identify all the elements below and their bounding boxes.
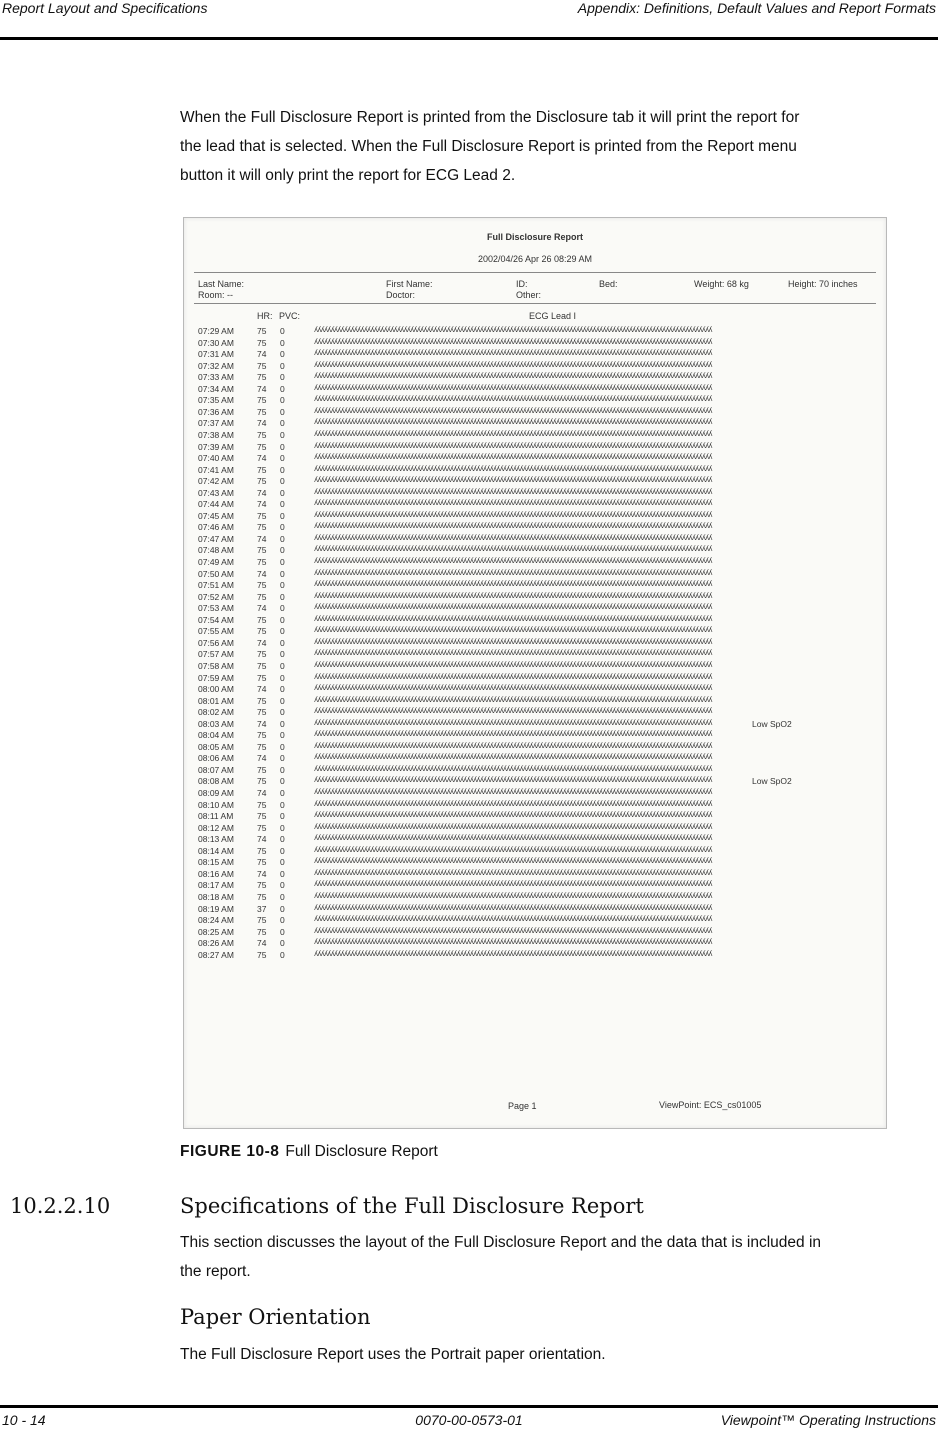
row-pvc: 0	[280, 580, 285, 591]
row-hr: 75	[257, 741, 267, 752]
row-time: 07:31 AM	[198, 349, 234, 360]
ecg-trace-strip: ʎʎʎʎʎʎʎʎʎʎʎʎʎʎʎʎʎʎʎʎʎʎʎʎʎʎʎʎʎʎʎʎʎʎʎʎʎʎʎʎʎʎʎʎʎʎʎʎʎʎʎʎʎʎʎʎʎʎʎʎʎʎʎʎʎʎʎʎʎʎʎʎʎʎʎʎʎʎʎʎʎʎʎʎʎʎʎʎʎʎʎʎʎʎʎʎʎʎʎʎʎʎʎʎʎʎʎʎʎʎʎʎʎʎʎʎʎʎʎʎ	[314, 441, 712, 450]
ecg-trace-strip: ʎʎʎʎʎʎʎʎʎʎʎʎʎʎʎʎʎʎʎʎʎʎʎʎʎʎʎʎʎʎʎʎʎʎʎʎʎʎʎʎʎʎʎʎʎʎʎʎʎʎʎʎʎʎʎʎʎʎʎʎʎʎʎʎʎʎʎʎʎʎʎʎʎʎʎʎʎʎʎʎʎʎʎʎʎʎʎʎʎʎʎʎʎʎʎʎʎʎʎʎʎʎʎʎʎʎʎʎʎʎʎʎʎʎʎʎʎʎʎʎ	[314, 857, 712, 866]
ecg-trace-strip: ʎʎʎʎʎʎʎʎʎʎʎʎʎʎʎʎʎʎʎʎʎʎʎʎʎʎʎʎʎʎʎʎʎʎʎʎʎʎʎʎʎʎʎʎʎʎʎʎʎʎʎʎʎʎʎʎʎʎʎʎʎʎʎʎʎʎʎʎʎʎʎʎʎʎʎʎʎʎʎʎʎʎʎʎʎʎʎʎʎʎʎʎʎʎʎʎʎʎʎʎʎʎʎʎʎʎʎʎʎʎʎʎʎʎʎʎʎʎʎʎ	[314, 418, 712, 427]
row-time: 08:17 AM	[198, 880, 234, 891]
row-hr: 75	[257, 799, 267, 810]
ecg-trace-strip: ʎʎʎʎʎʎʎʎʎʎʎʎʎʎʎʎʎʎʎʎʎʎʎʎʎʎʎʎʎʎʎʎʎʎʎʎʎʎʎʎʎʎʎʎʎʎʎʎʎʎʎʎʎʎʎʎʎʎʎʎʎʎʎʎʎʎʎʎʎʎʎʎʎʎʎʎʎʎʎʎʎʎʎʎʎʎʎʎʎʎʎʎʎʎʎʎʎʎʎʎʎʎʎʎʎʎʎʎʎʎʎʎʎʎʎʎʎʎʎʎ	[314, 822, 712, 831]
row-time: 08:12 AM	[198, 822, 234, 833]
ecg-trace-strip: ʎʎʎʎʎʎʎʎʎʎʎʎʎʎʎʎʎʎʎʎʎʎʎʎʎʎʎʎʎʎʎʎʎʎʎʎʎʎʎʎʎʎʎʎʎʎʎʎʎʎʎʎʎʎʎʎʎʎʎʎʎʎʎʎʎʎʎʎʎʎʎʎʎʎʎʎʎʎʎʎʎʎʎʎʎʎʎʎʎʎʎʎʎʎʎʎʎʎʎʎʎʎʎʎʎʎʎʎʎʎʎʎʎʎʎʎʎʎʎʎ	[314, 949, 712, 958]
ecg-trace-strip: ʎʎʎʎʎʎʎʎʎʎʎʎʎʎʎʎʎʎʎʎʎʎʎʎʎʎʎʎʎʎʎʎʎʎʎʎʎʎʎʎʎʎʎʎʎʎʎʎʎʎʎʎʎʎʎʎʎʎʎʎʎʎʎʎʎʎʎʎʎʎʎʎʎʎʎʎʎʎʎʎʎʎʎʎʎʎʎʎʎʎʎʎʎʎʎʎʎʎʎʎʎʎʎʎʎʎʎʎʎʎʎʎʎʎʎʎʎʎʎʎ	[314, 510, 712, 519]
row-hr: 74	[257, 418, 267, 429]
row-hr: 75	[257, 649, 267, 660]
row-pvc: 0	[280, 626, 285, 637]
ecg-trace-strip: ʎʎʎʎʎʎʎʎʎʎʎʎʎʎʎʎʎʎʎʎʎʎʎʎʎʎʎʎʎʎʎʎʎʎʎʎʎʎʎʎʎʎʎʎʎʎʎʎʎʎʎʎʎʎʎʎʎʎʎʎʎʎʎʎʎʎʎʎʎʎʎʎʎʎʎʎʎʎʎʎʎʎʎʎʎʎʎʎʎʎʎʎʎʎʎʎʎʎʎʎʎʎʎʎʎʎʎʎʎʎʎʎʎʎʎʎʎʎʎʎ	[314, 707, 712, 716]
row-pvc: 0	[280, 753, 285, 764]
ecg-trace-strip: ʎʎʎʎʎʎʎʎʎʎʎʎʎʎʎʎʎʎʎʎʎʎʎʎʎʎʎʎʎʎʎʎʎʎʎʎʎʎʎʎʎʎʎʎʎʎʎʎʎʎʎʎʎʎʎʎʎʎʎʎʎʎʎʎʎʎʎʎʎʎʎʎʎʎʎʎʎʎʎʎʎʎʎʎʎʎʎʎʎʎʎʎʎʎʎʎʎʎʎʎʎʎʎʎʎʎʎʎʎʎʎʎʎʎʎʎʎʎʎʎ	[314, 568, 712, 577]
ecg-trace-strip: ʎʎʎʎʎʎʎʎʎʎʎʎʎʎʎʎʎʎʎʎʎʎʎʎʎʎʎʎʎʎʎʎʎʎʎʎʎʎʎʎʎʎʎʎʎʎʎʎʎʎʎʎʎʎʎʎʎʎʎʎʎʎʎʎʎʎʎʎʎʎʎʎʎʎʎʎʎʎʎʎʎʎʎʎʎʎʎʎʎʎʎʎʎʎʎʎʎʎʎʎʎʎʎʎʎʎʎʎʎʎʎʎʎʎʎʎʎʎʎʎ	[314, 672, 712, 681]
row-pvc: 0	[280, 372, 285, 383]
row-hr: 75	[257, 360, 267, 371]
ecg-trace-strip: ʎʎʎʎʎʎʎʎʎʎʎʎʎʎʎʎʎʎʎʎʎʎʎʎʎʎʎʎʎʎʎʎʎʎʎʎʎʎʎʎʎʎʎʎʎʎʎʎʎʎʎʎʎʎʎʎʎʎʎʎʎʎʎʎʎʎʎʎʎʎʎʎʎʎʎʎʎʎʎʎʎʎʎʎʎʎʎʎʎʎʎʎʎʎʎʎʎʎʎʎʎʎʎʎʎʎʎʎʎʎʎʎʎʎʎʎʎʎʎʎ	[314, 834, 712, 843]
last-name-label: Last Name:	[198, 279, 245, 289]
row-pvc: 0	[280, 926, 285, 937]
row-hr: 75	[257, 614, 267, 625]
row-hr: 75	[257, 891, 267, 902]
ecg-trace-strip: ʎʎʎʎʎʎʎʎʎʎʎʎʎʎʎʎʎʎʎʎʎʎʎʎʎʎʎʎʎʎʎʎʎʎʎʎʎʎʎʎʎʎʎʎʎʎʎʎʎʎʎʎʎʎʎʎʎʎʎʎʎʎʎʎʎʎʎʎʎʎʎʎʎʎʎʎʎʎʎʎʎʎʎʎʎʎʎʎʎʎʎʎʎʎʎʎʎʎʎʎʎʎʎʎʎʎʎʎʎʎʎʎʎʎʎʎʎʎʎʎ	[314, 764, 712, 773]
row-pvc: 0	[280, 764, 285, 775]
section-number: 10.2.2.10	[10, 1194, 111, 1218]
row-time: 08:05 AM	[198, 741, 234, 752]
subsection-body: The Full Disclosure Report uses the Portrait paper orientation.	[180, 1346, 606, 1363]
ecg-trace-strip: ʎʎʎʎʎʎʎʎʎʎʎʎʎʎʎʎʎʎʎʎʎʎʎʎʎʎʎʎʎʎʎʎʎʎʎʎʎʎʎʎʎʎʎʎʎʎʎʎʎʎʎʎʎʎʎʎʎʎʎʎʎʎʎʎʎʎʎʎʎʎʎʎʎʎʎʎʎʎʎʎʎʎʎʎʎʎʎʎʎʎʎʎʎʎʎʎʎʎʎʎʎʎʎʎʎʎʎʎʎʎʎʎʎʎʎʎʎʎʎʎ	[314, 799, 712, 808]
footer-document-number: 0070-00-0573-01	[415, 1412, 523, 1428]
row-time: 07:29 AM	[198, 326, 234, 336]
intro-line-3: button it will only print the report for ECG Lead 2.	[180, 167, 516, 184]
ecg-trace-strip: ʎʎʎʎʎʎʎʎʎʎʎʎʎʎʎʎʎʎʎʎʎʎʎʎʎʎʎʎʎʎʎʎʎʎʎʎʎʎʎʎʎʎʎʎʎʎʎʎʎʎʎʎʎʎʎʎʎʎʎʎʎʎʎʎʎʎʎʎʎʎʎʎʎʎʎʎʎʎʎʎʎʎʎʎʎʎʎʎʎʎʎʎʎʎʎʎʎʎʎʎʎʎʎʎʎʎʎʎʎʎʎʎʎʎʎʎʎʎʎʎ	[314, 360, 712, 369]
row-hr: 75	[257, 476, 267, 487]
row-pvc: 0	[280, 834, 285, 845]
row-time: 07:43 AM	[198, 487, 234, 498]
ecg-trace-strip: ʎʎʎʎʎʎʎʎʎʎʎʎʎʎʎʎʎʎʎʎʎʎʎʎʎʎʎʎʎʎʎʎʎʎʎʎʎʎʎʎʎʎʎʎʎʎʎʎʎʎʎʎʎʎʎʎʎʎʎʎʎʎʎʎʎʎʎʎʎʎʎʎʎʎʎʎʎʎʎʎʎʎʎʎʎʎʎʎʎʎʎʎʎʎʎʎʎʎʎʎʎʎʎʎʎʎʎʎʎʎʎʎʎʎʎʎʎʎʎʎ	[314, 903, 712, 912]
row-time: 07:53 AM	[198, 603, 234, 614]
ecg-trace-strip: ʎʎʎʎʎʎʎʎʎʎʎʎʎʎʎʎʎʎʎʎʎʎʎʎʎʎʎʎʎʎʎʎʎʎʎʎʎʎʎʎʎʎʎʎʎʎʎʎʎʎʎʎʎʎʎʎʎʎʎʎʎʎʎʎʎʎʎʎʎʎʎʎʎʎʎʎʎʎʎʎʎʎʎʎʎʎʎʎʎʎʎʎʎʎʎʎʎʎʎʎʎʎʎʎʎʎʎʎʎʎʎʎʎʎʎʎʎʎʎʎ	[314, 487, 712, 496]
row-time: 08:02 AM	[198, 707, 234, 718]
row-hr: 75	[257, 441, 267, 452]
row-time: 07:42 AM	[198, 476, 234, 487]
row-pvc: 0	[280, 799, 285, 810]
row-time: 07:35 AM	[198, 395, 234, 406]
row-hr: 74	[257, 487, 267, 498]
row-hr: 74	[257, 383, 267, 394]
subsection-title: Paper Orientation	[180, 1305, 371, 1329]
row-time: 08:03 AM	[198, 718, 234, 729]
report-date: 2002/04/26 Apr 26 08:29 AM	[477, 254, 593, 264]
row-pvc: 0	[280, 510, 285, 521]
ecg-trace-strip: ʎʎʎʎʎʎʎʎʎʎʎʎʎʎʎʎʎʎʎʎʎʎʎʎʎʎʎʎʎʎʎʎʎʎʎʎʎʎʎʎʎʎʎʎʎʎʎʎʎʎʎʎʎʎʎʎʎʎʎʎʎʎʎʎʎʎʎʎʎʎʎʎʎʎʎʎʎʎʎʎʎʎʎʎʎʎʎʎʎʎʎʎʎʎʎʎʎʎʎʎʎʎʎʎʎʎʎʎʎʎʎʎʎʎʎʎʎʎʎʎ	[314, 637, 712, 646]
row-pvc: 0	[280, 533, 285, 544]
row-pvc: 0	[280, 545, 285, 556]
ecg-trace-strip: ʎʎʎʎʎʎʎʎʎʎʎʎʎʎʎʎʎʎʎʎʎʎʎʎʎʎʎʎʎʎʎʎʎʎʎʎʎʎʎʎʎʎʎʎʎʎʎʎʎʎʎʎʎʎʎʎʎʎʎʎʎʎʎʎʎʎʎʎʎʎʎʎʎʎʎʎʎʎʎʎʎʎʎʎʎʎʎʎʎʎʎʎʎʎʎʎʎʎʎʎʎʎʎʎʎʎʎʎʎʎʎʎʎʎʎʎʎʎʎʎ	[314, 776, 712, 785]
id-label: ID:	[516, 279, 528, 289]
row-pvc: 0	[280, 360, 285, 371]
row-alarm-note: Low SpO2	[752, 718, 792, 729]
ecg-trace-strip: ʎʎʎʎʎʎʎʎʎʎʎʎʎʎʎʎʎʎʎʎʎʎʎʎʎʎʎʎʎʎʎʎʎʎʎʎʎʎʎʎʎʎʎʎʎʎʎʎʎʎʎʎʎʎʎʎʎʎʎʎʎʎʎʎʎʎʎʎʎʎʎʎʎʎʎʎʎʎʎʎʎʎʎʎʎʎʎʎʎʎʎʎʎʎʎʎʎʎʎʎʎʎʎʎʎʎʎʎʎʎʎʎʎʎʎʎʎʎʎʎ	[314, 580, 712, 589]
row-hr: 75	[257, 764, 267, 775]
row-pvc: 0	[280, 949, 285, 960]
ecg-trace-strip: ʎʎʎʎʎʎʎʎʎʎʎʎʎʎʎʎʎʎʎʎʎʎʎʎʎʎʎʎʎʎʎʎʎʎʎʎʎʎʎʎʎʎʎʎʎʎʎʎʎʎʎʎʎʎʎʎʎʎʎʎʎʎʎʎʎʎʎʎʎʎʎʎʎʎʎʎʎʎʎʎʎʎʎʎʎʎʎʎʎʎʎʎʎʎʎʎʎʎʎʎʎʎʎʎʎʎʎʎʎʎʎʎʎʎʎʎʎʎʎʎ	[314, 591, 712, 600]
row-pvc: 0	[280, 383, 285, 394]
row-hr: 75	[257, 395, 267, 406]
row-pvc: 0	[280, 499, 285, 510]
ecg-trace-strip: ʎʎʎʎʎʎʎʎʎʎʎʎʎʎʎʎʎʎʎʎʎʎʎʎʎʎʎʎʎʎʎʎʎʎʎʎʎʎʎʎʎʎʎʎʎʎʎʎʎʎʎʎʎʎʎʎʎʎʎʎʎʎʎʎʎʎʎʎʎʎʎʎʎʎʎʎʎʎʎʎʎʎʎʎʎʎʎʎʎʎʎʎʎʎʎʎʎʎʎʎʎʎʎʎʎʎʎʎʎʎʎʎʎʎʎʎʎʎʎʎ	[314, 614, 712, 623]
row-pvc: 0	[280, 649, 285, 660]
ecg-trace-strip: ʎʎʎʎʎʎʎʎʎʎʎʎʎʎʎʎʎʎʎʎʎʎʎʎʎʎʎʎʎʎʎʎʎʎʎʎʎʎʎʎʎʎʎʎʎʎʎʎʎʎʎʎʎʎʎʎʎʎʎʎʎʎʎʎʎʎʎʎʎʎʎʎʎʎʎʎʎʎʎʎʎʎʎʎʎʎʎʎʎʎʎʎʎʎʎʎʎʎʎʎʎʎʎʎʎʎʎʎʎʎʎʎʎʎʎʎʎʎʎʎ	[314, 880, 712, 889]
row-time: 07:45 AM	[198, 510, 234, 521]
row-hr: 75	[257, 429, 267, 440]
header-right-text: Appendix: Definitions, Default Values and Report Formats	[577, 0, 936, 16]
header-rule	[0, 37, 938, 40]
row-time: 07:59 AM	[198, 672, 234, 683]
row-hr: 75	[257, 695, 267, 706]
row-hr: 75	[257, 522, 267, 533]
row-hr: 75	[257, 776, 267, 787]
row-pvc: 0	[280, 453, 285, 464]
other-label: Other:	[516, 290, 542, 300]
row-hr: 74	[257, 788, 267, 798]
row-pvc: 0	[280, 695, 285, 706]
row-hr: 74	[257, 453, 267, 464]
row-pvc: 0	[280, 395, 285, 406]
ecg-trace-strip: ʎʎʎʎʎʎʎʎʎʎʎʎʎʎʎʎʎʎʎʎʎʎʎʎʎʎʎʎʎʎʎʎʎʎʎʎʎʎʎʎʎʎʎʎʎʎʎʎʎʎʎʎʎʎʎʎʎʎʎʎʎʎʎʎʎʎʎʎʎʎʎʎʎʎʎʎʎʎʎʎʎʎʎʎʎʎʎʎʎʎʎʎʎʎʎʎʎʎʎʎʎʎʎʎʎʎʎʎʎʎʎʎʎʎʎʎʎʎʎʎ	[314, 603, 712, 612]
intro-line-2: the lead that is selected. When the Full Disclosure Report is printed from the Report menu	[180, 138, 797, 155]
row-pvc: 0	[280, 684, 285, 695]
row-hr: 74	[257, 718, 267, 729]
ecg-trace-strip: ʎʎʎʎʎʎʎʎʎʎʎʎʎʎʎʎʎʎʎʎʎʎʎʎʎʎʎʎʎʎʎʎʎʎʎʎʎʎʎʎʎʎʎʎʎʎʎʎʎʎʎʎʎʎʎʎʎʎʎʎʎʎʎʎʎʎʎʎʎʎʎʎʎʎʎʎʎʎʎʎʎʎʎʎʎʎʎʎʎʎʎʎʎʎʎʎʎʎʎʎʎʎʎʎʎʎʎʎʎʎʎʎʎʎʎʎʎʎʎʎ	[314, 522, 712, 531]
section-body-line-1: This section discusses the layout of the Full Disclosure Report and the data that is included in	[180, 1234, 822, 1251]
row-time: 07:40 AM	[198, 453, 234, 464]
ecg-trace-strip: ʎʎʎʎʎʎʎʎʎʎʎʎʎʎʎʎʎʎʎʎʎʎʎʎʎʎʎʎʎʎʎʎʎʎʎʎʎʎʎʎʎʎʎʎʎʎʎʎʎʎʎʎʎʎʎʎʎʎʎʎʎʎʎʎʎʎʎʎʎʎʎʎʎʎʎʎʎʎʎʎʎʎʎʎʎʎʎʎʎʎʎʎʎʎʎʎʎʎʎʎʎʎʎʎʎʎʎʎʎʎʎʎʎʎʎʎʎʎʎʎ	[314, 660, 712, 669]
ecg-trace-strip: ʎʎʎʎʎʎʎʎʎʎʎʎʎʎʎʎʎʎʎʎʎʎʎʎʎʎʎʎʎʎʎʎʎʎʎʎʎʎʎʎʎʎʎʎʎʎʎʎʎʎʎʎʎʎʎʎʎʎʎʎʎʎʎʎʎʎʎʎʎʎʎʎʎʎʎʎʎʎʎʎʎʎʎʎʎʎʎʎʎʎʎʎʎʎʎʎʎʎʎʎʎʎʎʎʎʎʎʎʎʎʎʎʎʎʎʎʎʎʎʎ	[314, 337, 712, 346]
row-pvc: 0	[280, 880, 285, 891]
weight-label: Weight: 68 kg	[694, 279, 749, 289]
ecg-trace-strip: ʎʎʎʎʎʎʎʎʎʎʎʎʎʎʎʎʎʎʎʎʎʎʎʎʎʎʎʎʎʎʎʎʎʎʎʎʎʎʎʎʎʎʎʎʎʎʎʎʎʎʎʎʎʎʎʎʎʎʎʎʎʎʎʎʎʎʎʎʎʎʎʎʎʎʎʎʎʎʎʎʎʎʎʎʎʎʎʎʎʎʎʎʎʎʎʎʎʎʎʎʎʎʎʎʎʎʎʎʎʎʎʎʎʎʎʎʎʎʎʎ	[314, 730, 712, 739]
ecg-trace-strip: ʎʎʎʎʎʎʎʎʎʎʎʎʎʎʎʎʎʎʎʎʎʎʎʎʎʎʎʎʎʎʎʎʎʎʎʎʎʎʎʎʎʎʎʎʎʎʎʎʎʎʎʎʎʎʎʎʎʎʎʎʎʎʎʎʎʎʎʎʎʎʎʎʎʎʎʎʎʎʎʎʎʎʎʎʎʎʎʎʎʎʎʎʎʎʎʎʎʎʎʎʎʎʎʎʎʎʎʎʎʎʎʎʎʎʎʎʎʎʎʎ	[314, 753, 712, 762]
section-body	[180, 1228, 900, 1286]
row-time: 07:36 AM	[198, 406, 234, 417]
row-hr: 75	[257, 857, 267, 868]
ecg-trace-strip: ʎʎʎʎʎʎʎʎʎʎʎʎʎʎʎʎʎʎʎʎʎʎʎʎʎʎʎʎʎʎʎʎʎʎʎʎʎʎʎʎʎʎʎʎʎʎʎʎʎʎʎʎʎʎʎʎʎʎʎʎʎʎʎʎʎʎʎʎʎʎʎʎʎʎʎʎʎʎʎʎʎʎʎʎʎʎʎʎʎʎʎʎʎʎʎʎʎʎʎʎʎʎʎʎʎʎʎʎʎʎʎʎʎʎʎʎʎʎʎʎ	[314, 557, 712, 565]
row-time: 07:37 AM	[198, 418, 234, 429]
row-hr: 75	[257, 580, 267, 591]
full-disclosure-report-figure	[183, 217, 887, 1129]
row-hr: 75	[257, 880, 267, 891]
row-pvc: 0	[280, 441, 285, 452]
row-time: 08:14 AM	[198, 845, 234, 856]
row-time: 07:51 AM	[198, 580, 234, 591]
report-info-rule	[194, 303, 876, 304]
row-time: 07:49 AM	[198, 557, 234, 567]
row-hr: 75	[257, 545, 267, 556]
row-time: 07:47 AM	[198, 533, 234, 544]
row-time: 07:54 AM	[198, 614, 234, 625]
row-hr: 74	[257, 533, 267, 544]
ecg-trace-strip: ʎʎʎʎʎʎʎʎʎʎʎʎʎʎʎʎʎʎʎʎʎʎʎʎʎʎʎʎʎʎʎʎʎʎʎʎʎʎʎʎʎʎʎʎʎʎʎʎʎʎʎʎʎʎʎʎʎʎʎʎʎʎʎʎʎʎʎʎʎʎʎʎʎʎʎʎʎʎʎʎʎʎʎʎʎʎʎʎʎʎʎʎʎʎʎʎʎʎʎʎʎʎʎʎʎʎʎʎʎʎʎʎʎʎʎʎʎʎʎʎ	[314, 868, 712, 877]
row-time: 08:09 AM	[198, 788, 234, 798]
page-number-label: Page 1	[508, 1101, 537, 1111]
row-pvc: 0	[280, 788, 285, 798]
row-pvc: 0	[280, 591, 285, 602]
row-hr: 75	[257, 406, 267, 417]
row-pvc: 0	[280, 857, 285, 868]
row-pvc: 0	[280, 429, 285, 440]
row-time: 07:58 AM	[198, 660, 234, 671]
ecg-trace-strip: ʎʎʎʎʎʎʎʎʎʎʎʎʎʎʎʎʎʎʎʎʎʎʎʎʎʎʎʎʎʎʎʎʎʎʎʎʎʎʎʎʎʎʎʎʎʎʎʎʎʎʎʎʎʎʎʎʎʎʎʎʎʎʎʎʎʎʎʎʎʎʎʎʎʎʎʎʎʎʎʎʎʎʎʎʎʎʎʎʎʎʎʎʎʎʎʎʎʎʎʎʎʎʎʎʎʎʎʎʎʎʎʎʎʎʎʎʎʎʎʎ	[314, 326, 712, 334]
row-pvc: 0	[280, 868, 285, 879]
ecg-trace-strip: ʎʎʎʎʎʎʎʎʎʎʎʎʎʎʎʎʎʎʎʎʎʎʎʎʎʎʎʎʎʎʎʎʎʎʎʎʎʎʎʎʎʎʎʎʎʎʎʎʎʎʎʎʎʎʎʎʎʎʎʎʎʎʎʎʎʎʎʎʎʎʎʎʎʎʎʎʎʎʎʎʎʎʎʎʎʎʎʎʎʎʎʎʎʎʎʎʎʎʎʎʎʎʎʎʎʎʎʎʎʎʎʎʎʎʎʎʎʎʎʎ	[314, 915, 712, 924]
ecg-trace-strip: ʎʎʎʎʎʎʎʎʎʎʎʎʎʎʎʎʎʎʎʎʎʎʎʎʎʎʎʎʎʎʎʎʎʎʎʎʎʎʎʎʎʎʎʎʎʎʎʎʎʎʎʎʎʎʎʎʎʎʎʎʎʎʎʎʎʎʎʎʎʎʎʎʎʎʎʎʎʎʎʎʎʎʎʎʎʎʎʎʎʎʎʎʎʎʎʎʎʎʎʎʎʎʎʎʎʎʎʎʎʎʎʎʎʎʎʎʎʎʎʎ	[314, 788, 712, 796]
row-pvc: 0	[280, 464, 285, 475]
ecg-trace-strip: ʎʎʎʎʎʎʎʎʎʎʎʎʎʎʎʎʎʎʎʎʎʎʎʎʎʎʎʎʎʎʎʎʎʎʎʎʎʎʎʎʎʎʎʎʎʎʎʎʎʎʎʎʎʎʎʎʎʎʎʎʎʎʎʎʎʎʎʎʎʎʎʎʎʎʎʎʎʎʎʎʎʎʎʎʎʎʎʎʎʎʎʎʎʎʎʎʎʎʎʎʎʎʎʎʎʎʎʎʎʎʎʎʎʎʎʎʎʎʎʎ	[314, 649, 712, 658]
row-pvc: 0	[280, 915, 285, 926]
row-hr: 75	[257, 464, 267, 475]
row-hr: 75	[257, 822, 267, 833]
row-pvc: 0	[280, 568, 285, 579]
row-time: 08:00 AM	[198, 684, 234, 695]
row-pvc: 0	[280, 660, 285, 671]
row-pvc: 0	[280, 718, 285, 729]
row-hr: 74	[257, 938, 267, 949]
row-time: 08:11 AM	[198, 811, 234, 822]
row-pvc: 0	[280, 418, 285, 429]
intro-paragraph	[180, 103, 900, 190]
doctor-label: Doctor:	[386, 290, 416, 300]
row-hr: 75	[257, 557, 267, 567]
row-pvc: 0	[280, 326, 285, 336]
row-pvc: 0	[280, 337, 285, 348]
page-header	[0, 0, 938, 40]
figure-caption	[180, 1143, 438, 1161]
header-left-text: Report Layout and Specifications	[2, 0, 208, 16]
viewpoint-label: ViewPoint: ECS_cs01005	[659, 1100, 762, 1110]
ecg-trace-strip: ʎʎʎʎʎʎʎʎʎʎʎʎʎʎʎʎʎʎʎʎʎʎʎʎʎʎʎʎʎʎʎʎʎʎʎʎʎʎʎʎʎʎʎʎʎʎʎʎʎʎʎʎʎʎʎʎʎʎʎʎʎʎʎʎʎʎʎʎʎʎʎʎʎʎʎʎʎʎʎʎʎʎʎʎʎʎʎʎʎʎʎʎʎʎʎʎʎʎʎʎʎʎʎʎʎʎʎʎʎʎʎʎʎʎʎʎʎʎʎʎ	[314, 545, 712, 554]
ecg-trace-strip: ʎʎʎʎʎʎʎʎʎʎʎʎʎʎʎʎʎʎʎʎʎʎʎʎʎʎʎʎʎʎʎʎʎʎʎʎʎʎʎʎʎʎʎʎʎʎʎʎʎʎʎʎʎʎʎʎʎʎʎʎʎʎʎʎʎʎʎʎʎʎʎʎʎʎʎʎʎʎʎʎʎʎʎʎʎʎʎʎʎʎʎʎʎʎʎʎʎʎʎʎʎʎʎʎʎʎʎʎʎʎʎʎʎʎʎʎʎʎʎʎ	[314, 626, 712, 635]
ecg-trace-strip: ʎʎʎʎʎʎʎʎʎʎʎʎʎʎʎʎʎʎʎʎʎʎʎʎʎʎʎʎʎʎʎʎʎʎʎʎʎʎʎʎʎʎʎʎʎʎʎʎʎʎʎʎʎʎʎʎʎʎʎʎʎʎʎʎʎʎʎʎʎʎʎʎʎʎʎʎʎʎʎʎʎʎʎʎʎʎʎʎʎʎʎʎʎʎʎʎʎʎʎʎʎʎʎʎʎʎʎʎʎʎʎʎʎʎʎʎʎʎʎʎ	[314, 464, 712, 473]
row-pvc: 0	[280, 603, 285, 614]
row-time: 07:46 AM	[198, 522, 234, 533]
row-time: 07:30 AM	[198, 337, 234, 348]
row-hr: 75	[257, 811, 267, 822]
row-hr: 74	[257, 684, 267, 695]
row-time: 08:08 AM	[198, 776, 234, 787]
hr-column-header: HR:	[257, 311, 273, 321]
row-pvc: 0	[280, 487, 285, 498]
ecg-trace-strip: ʎʎʎʎʎʎʎʎʎʎʎʎʎʎʎʎʎʎʎʎʎʎʎʎʎʎʎʎʎʎʎʎʎʎʎʎʎʎʎʎʎʎʎʎʎʎʎʎʎʎʎʎʎʎʎʎʎʎʎʎʎʎʎʎʎʎʎʎʎʎʎʎʎʎʎʎʎʎʎʎʎʎʎʎʎʎʎʎʎʎʎʎʎʎʎʎʎʎʎʎʎʎʎʎʎʎʎʎʎʎʎʎʎʎʎʎʎʎʎʎ	[314, 695, 712, 704]
row-pvc: 0	[280, 938, 285, 949]
pvc-column-header: PVC:	[279, 311, 301, 321]
row-pvc: 0	[280, 707, 285, 718]
row-time: 08:27 AM	[198, 949, 234, 960]
row-hr: 74	[257, 753, 267, 764]
ecg-trace-strip: ʎʎʎʎʎʎʎʎʎʎʎʎʎʎʎʎʎʎʎʎʎʎʎʎʎʎʎʎʎʎʎʎʎʎʎʎʎʎʎʎʎʎʎʎʎʎʎʎʎʎʎʎʎʎʎʎʎʎʎʎʎʎʎʎʎʎʎʎʎʎʎʎʎʎʎʎʎʎʎʎʎʎʎʎʎʎʎʎʎʎʎʎʎʎʎʎʎʎʎʎʎʎʎʎʎʎʎʎʎʎʎʎʎʎʎʎʎʎʎʎ	[314, 811, 712, 820]
row-hr: 75	[257, 707, 267, 718]
ecg-trace-strip: ʎʎʎʎʎʎʎʎʎʎʎʎʎʎʎʎʎʎʎʎʎʎʎʎʎʎʎʎʎʎʎʎʎʎʎʎʎʎʎʎʎʎʎʎʎʎʎʎʎʎʎʎʎʎʎʎʎʎʎʎʎʎʎʎʎʎʎʎʎʎʎʎʎʎʎʎʎʎʎʎʎʎʎʎʎʎʎʎʎʎʎʎʎʎʎʎʎʎʎʎʎʎʎʎʎʎʎʎʎʎʎʎʎʎʎʎʎʎʎʎ	[314, 845, 712, 854]
report-title: Full Disclosure Report	[486, 232, 584, 242]
height-label: Height: 70 inches	[788, 279, 858, 289]
row-hr: 74	[257, 868, 267, 879]
row-pvc: 0	[280, 406, 285, 417]
row-time: 08:01 AM	[198, 695, 234, 706]
ecg-trace-strip: ʎʎʎʎʎʎʎʎʎʎʎʎʎʎʎʎʎʎʎʎʎʎʎʎʎʎʎʎʎʎʎʎʎʎʎʎʎʎʎʎʎʎʎʎʎʎʎʎʎʎʎʎʎʎʎʎʎʎʎʎʎʎʎʎʎʎʎʎʎʎʎʎʎʎʎʎʎʎʎʎʎʎʎʎʎʎʎʎʎʎʎʎʎʎʎʎʎʎʎʎʎʎʎʎʎʎʎʎʎʎʎʎʎʎʎʎʎʎʎʎ	[314, 476, 712, 485]
row-time: 07:55 AM	[198, 626, 234, 637]
ecg-trace-strip: ʎʎʎʎʎʎʎʎʎʎʎʎʎʎʎʎʎʎʎʎʎʎʎʎʎʎʎʎʎʎʎʎʎʎʎʎʎʎʎʎʎʎʎʎʎʎʎʎʎʎʎʎʎʎʎʎʎʎʎʎʎʎʎʎʎʎʎʎʎʎʎʎʎʎʎʎʎʎʎʎʎʎʎʎʎʎʎʎʎʎʎʎʎʎʎʎʎʎʎʎʎʎʎʎʎʎʎʎʎʎʎʎʎʎʎʎʎʎʎʎ	[314, 395, 712, 404]
figure-caption-text: Full Disclosure Report	[285, 1143, 438, 1160]
row-hr: 75	[257, 672, 267, 683]
row-hr: 75	[257, 510, 267, 521]
footer-rule	[0, 1405, 938, 1408]
row-pvc: 0	[280, 522, 285, 533]
row-time: 08:24 AM	[198, 915, 234, 926]
row-time: 08:10 AM	[198, 799, 234, 810]
row-hr: 75	[257, 626, 267, 637]
intro-line-1: When the Full Disclosure Report is printed from the Disclosure tab it will print the report for	[180, 109, 800, 126]
row-time: 07:52 AM	[198, 591, 234, 602]
row-hr: 75	[257, 372, 267, 383]
row-time: 07:44 AM	[198, 499, 234, 510]
ecg-trace-strip: ʎʎʎʎʎʎʎʎʎʎʎʎʎʎʎʎʎʎʎʎʎʎʎʎʎʎʎʎʎʎʎʎʎʎʎʎʎʎʎʎʎʎʎʎʎʎʎʎʎʎʎʎʎʎʎʎʎʎʎʎʎʎʎʎʎʎʎʎʎʎʎʎʎʎʎʎʎʎʎʎʎʎʎʎʎʎʎʎʎʎʎʎʎʎʎʎʎʎʎʎʎʎʎʎʎʎʎʎʎʎʎʎʎʎʎʎʎʎʎʎ	[314, 499, 712, 508]
row-time: 08:07 AM	[198, 764, 234, 775]
row-time: 08:16 AM	[198, 868, 234, 879]
row-hr: 74	[257, 499, 267, 510]
ecg-trace-strip: ʎʎʎʎʎʎʎʎʎʎʎʎʎʎʎʎʎʎʎʎʎʎʎʎʎʎʎʎʎʎʎʎʎʎʎʎʎʎʎʎʎʎʎʎʎʎʎʎʎʎʎʎʎʎʎʎʎʎʎʎʎʎʎʎʎʎʎʎʎʎʎʎʎʎʎʎʎʎʎʎʎʎʎʎʎʎʎʎʎʎʎʎʎʎʎʎʎʎʎʎʎʎʎʎʎʎʎʎʎʎʎʎʎʎʎʎʎʎʎʎ	[314, 349, 712, 358]
row-pvc: 0	[280, 811, 285, 822]
room-label: Room: --	[198, 290, 234, 300]
row-time: 08:13 AM	[198, 834, 234, 845]
bed-label: Bed:	[599, 279, 618, 289]
figure-caption-label: FIGURE 10-8	[180, 1143, 280, 1160]
row-hr: 75	[257, 660, 267, 671]
row-pvc: 0	[280, 903, 285, 914]
row-time: 07:48 AM	[198, 545, 234, 556]
row-pvc: 0	[280, 557, 285, 567]
row-pvc: 0	[280, 476, 285, 487]
row-time: 07:41 AM	[198, 464, 234, 475]
ecg-trace-strip: ʎʎʎʎʎʎʎʎʎʎʎʎʎʎʎʎʎʎʎʎʎʎʎʎʎʎʎʎʎʎʎʎʎʎʎʎʎʎʎʎʎʎʎʎʎʎʎʎʎʎʎʎʎʎʎʎʎʎʎʎʎʎʎʎʎʎʎʎʎʎʎʎʎʎʎʎʎʎʎʎʎʎʎʎʎʎʎʎʎʎʎʎʎʎʎʎʎʎʎʎʎʎʎʎʎʎʎʎʎʎʎʎʎʎʎʎʎʎʎʎ	[314, 741, 712, 750]
ecg-trace-strip: ʎʎʎʎʎʎʎʎʎʎʎʎʎʎʎʎʎʎʎʎʎʎʎʎʎʎʎʎʎʎʎʎʎʎʎʎʎʎʎʎʎʎʎʎʎʎʎʎʎʎʎʎʎʎʎʎʎʎʎʎʎʎʎʎʎʎʎʎʎʎʎʎʎʎʎʎʎʎʎʎʎʎʎʎʎʎʎʎʎʎʎʎʎʎʎʎʎʎʎʎʎʎʎʎʎʎʎʎʎʎʎʎʎʎʎʎʎʎʎʎ	[314, 718, 712, 727]
row-time: 07:33 AM	[198, 372, 234, 383]
row-time: 08:18 AM	[198, 891, 234, 902]
row-hr: 74	[257, 349, 267, 360]
ecg-trace-strip: ʎʎʎʎʎʎʎʎʎʎʎʎʎʎʎʎʎʎʎʎʎʎʎʎʎʎʎʎʎʎʎʎʎʎʎʎʎʎʎʎʎʎʎʎʎʎʎʎʎʎʎʎʎʎʎʎʎʎʎʎʎʎʎʎʎʎʎʎʎʎʎʎʎʎʎʎʎʎʎʎʎʎʎʎʎʎʎʎʎʎʎʎʎʎʎʎʎʎʎʎʎʎʎʎʎʎʎʎʎʎʎʎʎʎʎʎʎʎʎʎ	[314, 891, 712, 900]
row-pvc: 0	[280, 822, 285, 833]
ecg-trace-strip: ʎʎʎʎʎʎʎʎʎʎʎʎʎʎʎʎʎʎʎʎʎʎʎʎʎʎʎʎʎʎʎʎʎʎʎʎʎʎʎʎʎʎʎʎʎʎʎʎʎʎʎʎʎʎʎʎʎʎʎʎʎʎʎʎʎʎʎʎʎʎʎʎʎʎʎʎʎʎʎʎʎʎʎʎʎʎʎʎʎʎʎʎʎʎʎʎʎʎʎʎʎʎʎʎʎʎʎʎʎʎʎʎʎʎʎʎʎʎʎʎ	[314, 383, 712, 392]
row-pvc: 0	[280, 614, 285, 625]
section-body-line-2: the report.	[180, 1263, 251, 1280]
row-hr: 74	[257, 637, 267, 648]
row-time: 08:19 AM	[198, 903, 234, 914]
ecg-trace-strip: ʎʎʎʎʎʎʎʎʎʎʎʎʎʎʎʎʎʎʎʎʎʎʎʎʎʎʎʎʎʎʎʎʎʎʎʎʎʎʎʎʎʎʎʎʎʎʎʎʎʎʎʎʎʎʎʎʎʎʎʎʎʎʎʎʎʎʎʎʎʎʎʎʎʎʎʎʎʎʎʎʎʎʎʎʎʎʎʎʎʎʎʎʎʎʎʎʎʎʎʎʎʎʎʎʎʎʎʎʎʎʎʎʎʎʎʎʎʎʎʎ	[314, 406, 712, 415]
row-pvc: 0	[280, 741, 285, 752]
lead-label: ECG Lead I	[529, 311, 577, 321]
row-hr: 75	[257, 949, 267, 960]
row-hr: 74	[257, 603, 267, 614]
ecg-trace-strip: ʎʎʎʎʎʎʎʎʎʎʎʎʎʎʎʎʎʎʎʎʎʎʎʎʎʎʎʎʎʎʎʎʎʎʎʎʎʎʎʎʎʎʎʎʎʎʎʎʎʎʎʎʎʎʎʎʎʎʎʎʎʎʎʎʎʎʎʎʎʎʎʎʎʎʎʎʎʎʎʎʎʎʎʎʎʎʎʎʎʎʎʎʎʎʎʎʎʎʎʎʎʎʎʎʎʎʎʎʎʎʎʎʎʎʎʎʎʎʎʎ	[314, 926, 712, 935]
row-hr: 75	[257, 337, 267, 348]
ecg-trace-strip: ʎʎʎʎʎʎʎʎʎʎʎʎʎʎʎʎʎʎʎʎʎʎʎʎʎʎʎʎʎʎʎʎʎʎʎʎʎʎʎʎʎʎʎʎʎʎʎʎʎʎʎʎʎʎʎʎʎʎʎʎʎʎʎʎʎʎʎʎʎʎʎʎʎʎʎʎʎʎʎʎʎʎʎʎʎʎʎʎʎʎʎʎʎʎʎʎʎʎʎʎʎʎʎʎʎʎʎʎʎʎʎʎʎʎʎʎʎʎʎʎ	[314, 684, 712, 693]
row-pvc: 0	[280, 672, 285, 683]
row-pvc: 0	[280, 776, 285, 787]
row-alarm-note: Low SpO2	[752, 776, 792, 787]
footer-page-number: 10 - 14	[2, 1412, 46, 1428]
ecg-trace-strip: ʎʎʎʎʎʎʎʎʎʎʎʎʎʎʎʎʎʎʎʎʎʎʎʎʎʎʎʎʎʎʎʎʎʎʎʎʎʎʎʎʎʎʎʎʎʎʎʎʎʎʎʎʎʎʎʎʎʎʎʎʎʎʎʎʎʎʎʎʎʎʎʎʎʎʎʎʎʎʎʎʎʎʎʎʎʎʎʎʎʎʎʎʎʎʎʎʎʎʎʎʎʎʎʎʎʎʎʎʎʎʎʎʎʎʎʎʎʎʎʎ	[314, 938, 712, 947]
row-hr: 75	[257, 591, 267, 602]
ecg-trace-strip: ʎʎʎʎʎʎʎʎʎʎʎʎʎʎʎʎʎʎʎʎʎʎʎʎʎʎʎʎʎʎʎʎʎʎʎʎʎʎʎʎʎʎʎʎʎʎʎʎʎʎʎʎʎʎʎʎʎʎʎʎʎʎʎʎʎʎʎʎʎʎʎʎʎʎʎʎʎʎʎʎʎʎʎʎʎʎʎʎʎʎʎʎʎʎʎʎʎʎʎʎʎʎʎʎʎʎʎʎʎʎʎʎʎʎʎʎʎʎʎʎ	[314, 372, 712, 381]
row-pvc: 0	[280, 891, 285, 902]
row-pvc: 0	[280, 845, 285, 856]
row-hr: 75	[257, 730, 267, 741]
row-hr: 74	[257, 834, 267, 845]
row-time: 07:57 AM	[198, 649, 234, 660]
row-time: 08:26 AM	[198, 938, 234, 949]
row-pvc: 0	[280, 349, 285, 360]
first-name-label: First Name:	[386, 279, 433, 289]
row-time: 08:25 AM	[198, 926, 234, 937]
row-time: 07:39 AM	[198, 441, 234, 452]
row-pvc: 0	[280, 730, 285, 741]
row-time: 08:15 AM	[198, 857, 234, 868]
row-time: 08:06 AM	[198, 753, 234, 764]
row-hr: 74	[257, 568, 267, 579]
footer-product-title: Viewpoint™ Operating Instructions	[720, 1412, 936, 1428]
row-hr: 75	[257, 915, 267, 926]
row-time: 07:32 AM	[198, 360, 234, 371]
ecg-trace-strip: ʎʎʎʎʎʎʎʎʎʎʎʎʎʎʎʎʎʎʎʎʎʎʎʎʎʎʎʎʎʎʎʎʎʎʎʎʎʎʎʎʎʎʎʎʎʎʎʎʎʎʎʎʎʎʎʎʎʎʎʎʎʎʎʎʎʎʎʎʎʎʎʎʎʎʎʎʎʎʎʎʎʎʎʎʎʎʎʎʎʎʎʎʎʎʎʎʎʎʎʎʎʎʎʎʎʎʎʎʎʎʎʎʎʎʎʎʎʎʎʎ	[314, 429, 712, 438]
row-time: 07:50 AM	[198, 568, 234, 579]
row-time: 07:38 AM	[198, 429, 234, 440]
row-hr: 75	[257, 326, 267, 336]
row-time: 08:04 AM	[198, 730, 234, 741]
ecg-trace-strip: ʎʎʎʎʎʎʎʎʎʎʎʎʎʎʎʎʎʎʎʎʎʎʎʎʎʎʎʎʎʎʎʎʎʎʎʎʎʎʎʎʎʎʎʎʎʎʎʎʎʎʎʎʎʎʎʎʎʎʎʎʎʎʎʎʎʎʎʎʎʎʎʎʎʎʎʎʎʎʎʎʎʎʎʎʎʎʎʎʎʎʎʎʎʎʎʎʎʎʎʎʎʎʎʎʎʎʎʎʎʎʎʎʎʎʎʎʎʎʎʎ	[314, 453, 712, 462]
row-time: 07:34 AM	[198, 383, 234, 394]
row-hr: 75	[257, 926, 267, 937]
row-hr: 75	[257, 845, 267, 856]
row-hr: 37	[257, 903, 267, 914]
row-pvc: 0	[280, 637, 285, 648]
section-title: Specifications of the Full Disclosure Report	[180, 1194, 644, 1218]
report-header-rule	[194, 272, 876, 273]
ecg-trace-strip: ʎʎʎʎʎʎʎʎʎʎʎʎʎʎʎʎʎʎʎʎʎʎʎʎʎʎʎʎʎʎʎʎʎʎʎʎʎʎʎʎʎʎʎʎʎʎʎʎʎʎʎʎʎʎʎʎʎʎʎʎʎʎʎʎʎʎʎʎʎʎʎʎʎʎʎʎʎʎʎʎʎʎʎʎʎʎʎʎʎʎʎʎʎʎʎʎʎʎʎʎʎʎʎʎʎʎʎʎʎʎʎʎʎʎʎʎʎʎʎʎ	[314, 533, 712, 542]
row-time: 07:56 AM	[198, 637, 234, 648]
